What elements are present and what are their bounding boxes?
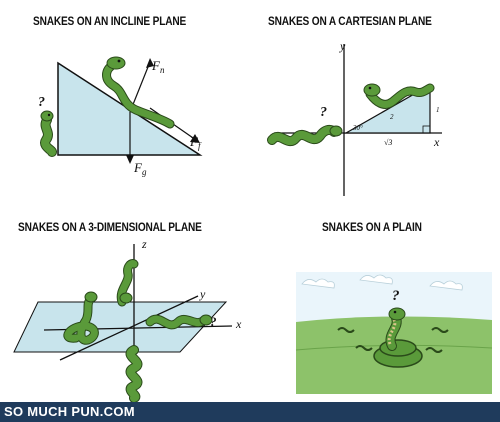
cartesian-question-mark: ? <box>320 105 327 120</box>
label-angle: 30° <box>353 124 363 132</box>
plain-drawing <box>250 200 500 402</box>
plain-question-mark: ? <box>392 288 400 304</box>
label-hypotenuse: 2 <box>390 113 394 121</box>
footer-bar <box>0 402 500 422</box>
label-y: y <box>200 287 206 301</box>
cartesian-label-y: y <box>340 39 346 53</box>
three-d-panel-title: SNAKES ON A 3-DIMENSIONAL PLANE <box>18 222 202 234</box>
label-fg: $F_g$ <box>134 160 147 177</box>
snake-beside-wedge <box>41 111 53 152</box>
footer-brand[interactable]: SO MUCH PUN.COM <box>4 404 135 419</box>
label-adjacent: √3 <box>384 138 393 147</box>
three-d-question-mark: ? <box>210 314 217 329</box>
cartesian-label-x: x <box>434 135 440 149</box>
label-ff: $F_f$ <box>190 134 201 151</box>
label-z: z <box>142 237 147 251</box>
snake-left-of-axis <box>272 126 342 141</box>
cartesian-panel-title: SNAKES ON A CARTESIAN PLANE <box>268 16 432 28</box>
incline-plane-drawing <box>0 0 250 200</box>
three-d-plane-drawing <box>0 200 250 402</box>
label-opposite: 1 <box>436 106 440 114</box>
plain-panel-title: SNAKES ON A PLAIN <box>322 222 422 234</box>
snake-on-x-axis <box>150 315 212 325</box>
label-fn: $F_n$ <box>152 58 165 75</box>
cartesian-plane-drawing <box>250 0 500 200</box>
label-x: x <box>236 317 242 331</box>
incline-question-mark: ? <box>38 95 45 110</box>
incline-panel-title: SNAKES ON AN INCLINE PLANE <box>33 16 187 28</box>
